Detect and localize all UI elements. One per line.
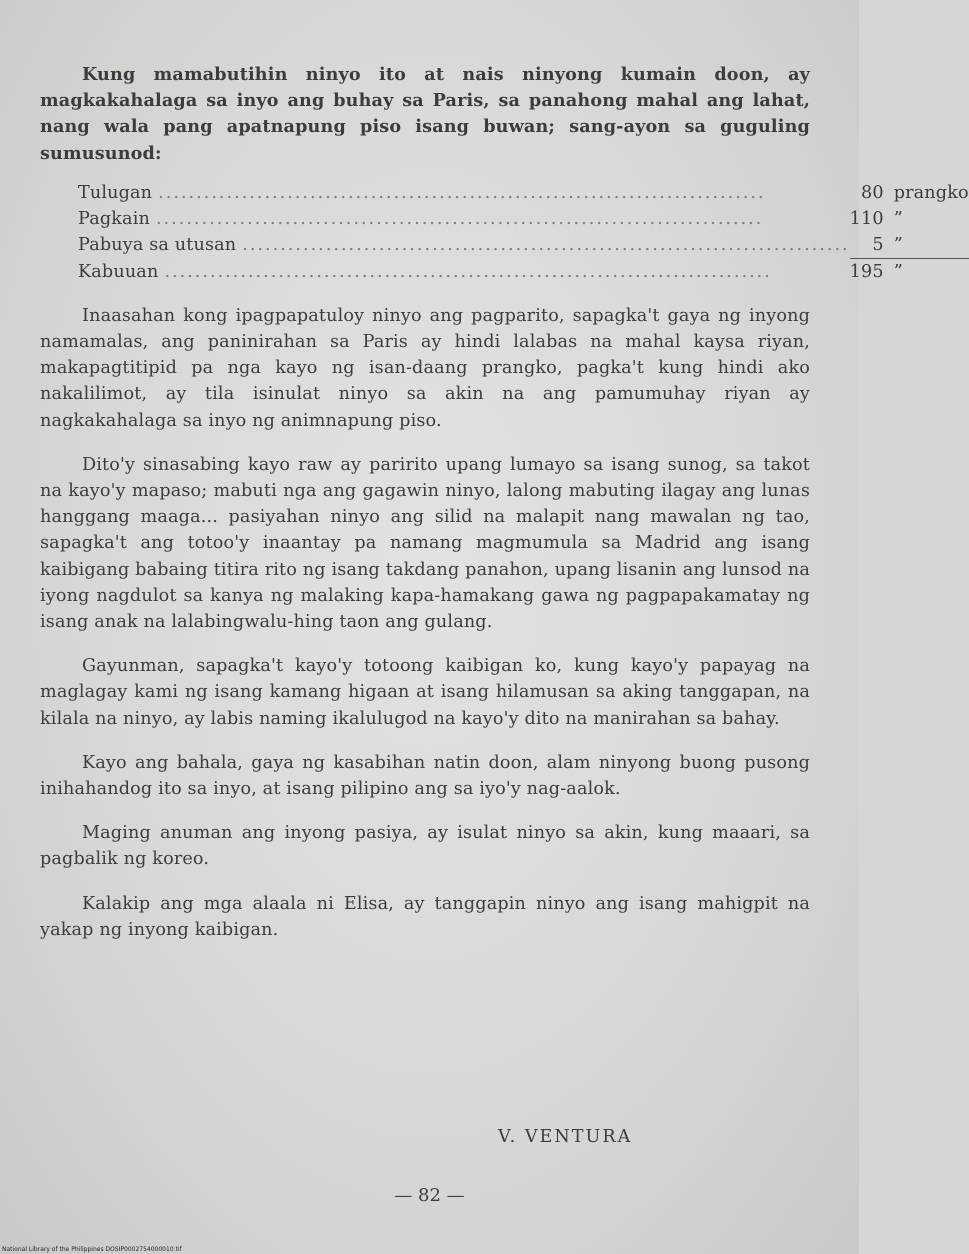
paragraph: Inaasahan kong ipagpapatuloy ninyo ang pagparito, sapagka't gaya ng inyong namamalas, ang paninirahan sa Paris ay hindi lalabas na mahal kaysa riyan, makapagtitipid pa nga kayo ng isan-daang prangko, pagka't kung hindi ako nakalilimot, ay tila isinulat ninyo sa akin na ang pamumuhay riyan ay nagkakahalaga sa inyo ng animnapung piso. — [40, 305, 810, 431]
paragraph: Maging anuman ang inyong pasiya, ay isulat ninyo sa akin, kung maaari, sa pagbalik ng koreo. — [40, 823, 810, 870]
budget-unit: ” — [893, 208, 903, 229]
signature: V. VENTURA — [498, 1127, 633, 1147]
paragraph: Kayo ang bahala, gaya ng kasabihan natin doon, alam ninyong buong pusong inihahandog ito sa inyo, at isang pilipino ang sa iyo'y nag-aalok. — [40, 752, 810, 800]
budget-amount: 5 — [850, 232, 890, 259]
budget-row: Pagkain ................................................................................ 110 ” — [78, 206, 969, 232]
budget-amount: 80 — [861, 182, 884, 203]
scan-footer: National Library of the Philippines DOSIP0002754000010.tif — [2, 1246, 182, 1253]
budget-row: Pabuya sa utusan ................................................................................ 5 ” — [78, 232, 969, 259]
paragraph: Kalakip ang mga alaala ni Elisa, ay tanggapin ninyo ang isang mahigpit na yakap ng inyong kaibigan. — [40, 893, 810, 940]
budget-table — [78, 180, 969, 285]
budget-unit: ” — [893, 261, 903, 282]
budget-amount: 110 — [849, 208, 884, 229]
paragraph: Gayunman, sapagka't kayo'y totoong kaibigan ko, kung kayo'y papayag na maglagay kami ng isang kamang higaan at isang hilamusan sa aking tanggapan, na kilala na ninyo, ay labis naming ikalulugod na kayo'y dito na manirahan sa bahay. — [40, 656, 810, 729]
budget-total-row: Kabuuan ................................................................................ 195 ” — [78, 258, 969, 285]
budget-row: Tulugan ................................................................................ 80 prangko — [78, 180, 969, 206]
budget-total-amount: 195 — [849, 261, 884, 282]
letter-body — [40, 62, 969, 943]
budget-label: Pabuya sa utusan — [78, 235, 237, 256]
budget-label: Pagkain — [78, 208, 150, 229]
paragraph: Dito'y sinasabing kayo raw ay paririto upang lumayo sa isang sunog, sa takot na kayo'y mapaso; mabuti nga ang gagawin ninyo, lalong mabuting ilagay ang lunas hanggang maaga... pasiyahan ninyo ang silid na malapit nang mawalan ng tao, sapagka't ang totoo'y inaantay pa namang magmumula sa Madrid ang isang kaibigang babaing titira rito ng isang takdang panahon, upang lisanin ang lunsod na iyong nagdulot sa kanya ng malaking kapa-hamakang gawa ng pagpapakamatay ng isang anak na lalabingwalu-hing taon ang gulang. — [40, 454, 810, 633]
budget-total-label: Kabuuan — [78, 261, 159, 282]
page-number: — 82 — — [394, 1185, 465, 1206]
paragraph: Kung mamabutihin ninyo ito at nais ninyong kumain doon, ay magkakahalaga sa inyo ang buhay sa Paris, sa panahong mahal ang lahat, nang wala pang apatnapung piso isang buwan; sang-ayon sa guguling sumusunod: — [40, 64, 810, 164]
budget-unit: ” — [890, 232, 969, 259]
budget-label: Tulugan — [78, 182, 153, 203]
budget-unit: prangko — [893, 182, 969, 203]
